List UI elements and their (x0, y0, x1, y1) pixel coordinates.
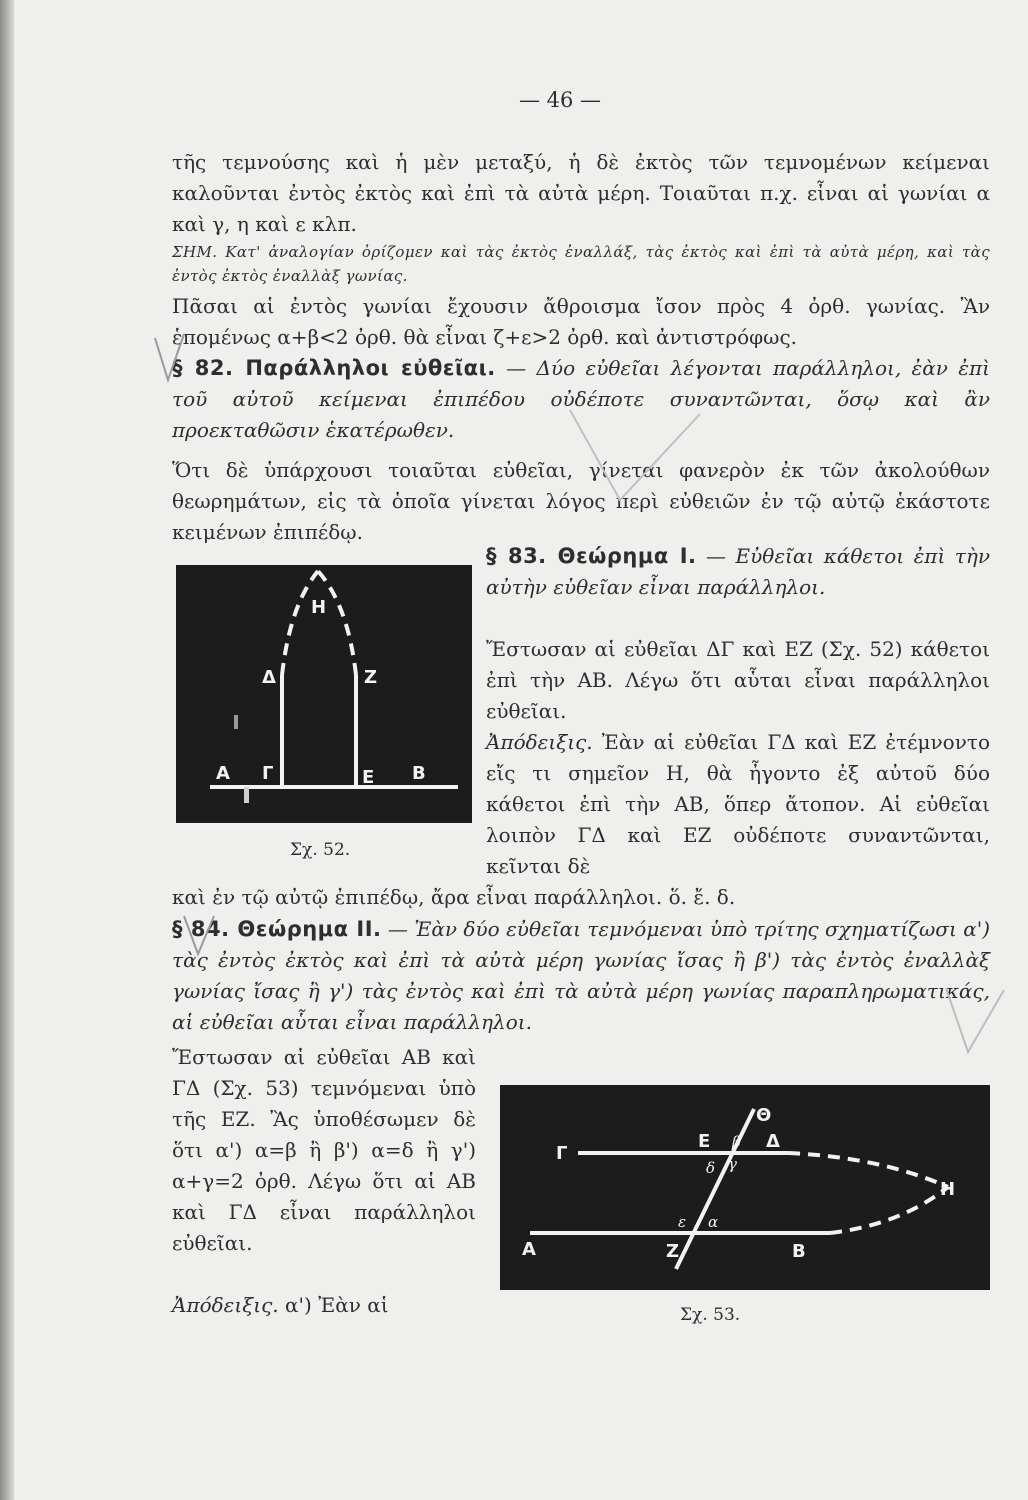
section-84-proof-text: α') Ἐὰν αἱ (285, 1293, 389, 1317)
section-82-definition: — Δύο εὐθεῖαι λέγονται παράλληλοι, ἐὰν ἐπὶ τοῦ αὐτοῦ κείμεναι ἐπιπέδου οὐδέποτε συναντῶνται, ὅσῳ καὶ ἂν προεκταθῶσιν ἑκατέρωθεν. (172, 356, 991, 442)
section-84 (172, 914, 990, 1038)
section-84-proof-label: Ἀπόδειξις. (172, 1293, 279, 1317)
fig53-label-G: Γ (556, 1143, 568, 1164)
pencil-mark-center (560, 400, 710, 510)
section-84-proof (172, 1290, 476, 1321)
fig53-label-E: Ε (698, 1131, 711, 1152)
paragraph-angles: τῆς τεμνούσης καὶ ἡ μὲν μεταξύ, ἡ δὲ ἐκτὸς τῶν τεμνομένων κείμεναι καλοῦνται ἐντὸς ἐκτὸς καὶ ἐπὶ τὰ αὐτὰ μέρη. Τοιαῦται π.χ. εἶναι αἱ γωνίαι α καὶ γ, η καὶ ε κλπ. (172, 150, 990, 236)
fig52-label-D: Δ (262, 667, 276, 688)
fig53-label-Th: Θ (756, 1105, 772, 1126)
fig52-label-B: Β (412, 763, 426, 784)
fig52-label-Z: Ζ (364, 667, 378, 688)
note: ΣΗΜ. Κατ' ἀναλογίαν ὁρίζομεν καὶ τὰς ἐκτὸς ἐναλλάξ, τὰς ἐκτὸς καὶ ἐπὶ τὰ αὐτὰ μέρη, καὶ τὰς ἐντὸς ἐκτὸς ἐναλλὰξ γωνίας. (172, 243, 990, 285)
fig53-label-Z: Ζ (666, 1241, 680, 1262)
section-83-heading: § 83. Θεώρημα I. (486, 544, 697, 568)
figure-53-caption: Σχ. 53. (680, 1305, 741, 1325)
fig52-label-A: Α (216, 763, 230, 784)
fig53-label-epsilon: ε (678, 1213, 687, 1231)
figure-53 (500, 1085, 990, 1290)
section-83-setup: Ἔστωσαν αἱ εὐθεῖαι ΔΓ καὶ ΕΖ (Σχ. 52) κάθετοι ἐπὶ τὴν ΑΒ. Λέγω ὅτι αὗται εἶναι παράλληλοι εὐθεῖαι. (486, 637, 990, 723)
fig53-label-gamma: γ (728, 1155, 737, 1173)
figure-52-drawing (176, 565, 472, 823)
fig53-label-A: Α (522, 1239, 536, 1260)
section-84-heading: § 84. Θεώρημα II. (172, 917, 382, 941)
fig53-label-delta: δ (706, 1159, 716, 1177)
section-84-statement: — Ἐὰν δύο εὐθεῖαι τεμνόμεναι ὑπὸ τρίτης σχηματίζωσι α') τὰς ἐντὸς ἐκτὸς καὶ ἐπὶ τὰ αὐτὰ μέρη γωνίας ἴσας ἢ β') τὰς ἐντὸς ἐναλλὰξ γωνίας ἴσας ἢ γ') τὰς ἐντὸς καὶ ἐπὶ τὰ αὐτὰ μέρη γωνίας παραπληρωματικάς, αἱ εὐθεῖαι αὗται εἶναι παράλληλοι. (172, 917, 991, 1034)
fig53-label-beta: β (732, 1133, 741, 1151)
section-83-statement: — Εὐθεῖαι κάθετοι ἐπὶ τὴν αὐτὴν εὐθεῖαν εἶναι παράλληλοι. (486, 544, 990, 599)
section-83-proof (486, 727, 990, 882)
paragraph-sum: Πᾶσαι αἱ ἐντὸς γωνίαι ἔχουσιν ἄθροισμα ἴσον πρὸς 4 ὀρθ. γωνίας. Ἂν ἑπομένως α+β<2 ὀρθ. θὰ εἶναι ζ+ε>2 ὀρθ. καὶ ἀντιστρόφως. (172, 294, 990, 349)
section-83-conclusion: καὶ ἐν τῷ αὐτῷ ἐπιπέδῳ, ἄρα εἶναι παράλληλοι. ὅ. ἔ. δ. (172, 885, 736, 909)
pencil-mark-right (940, 980, 1010, 1060)
fig52-label-H: Η (311, 597, 327, 618)
page-edge (0, 0, 14, 1500)
section-84-setup: Ἔστωσαν αἱ εὐθεῖαι ΑΒ καὶ ΓΔ (Σχ. 53) τεμνόμεναι ὑπὸ τῆς ΕΖ. Ἂς ὑποθέσωμεν δὲ ὅτι α') α=β ἢ β') α=δ ἢ γ') α+γ=2 ὀρθ. Λέγω ὅτι αἱ ΑΒ καὶ ΓΔ εἶναι παράλληλοι εὐθεῖαι. (172, 1045, 476, 1255)
section-83 (486, 541, 990, 603)
fig52-label-E: Ε (362, 767, 375, 788)
fig53-label-H: Η (940, 1179, 956, 1200)
figure-52 (176, 565, 472, 823)
pencil-mark-left (150, 330, 190, 390)
paragraph-existence: Ὅτι δὲ ὑπάρχουσι τοιαῦται εὐθεῖαι, γίνεται φανερὸν ἐκ τῶν ἀκολούθων θεωρημάτων, εἰς τὰ ὁποῖα γίνεται λόγος περὶ εὐθειῶν ἐν τῷ αὐτῷ ἑκάστοτε κειμένων ἐπιπέδῳ. (172, 458, 990, 544)
figure-53-drawing (500, 1085, 990, 1290)
page-number: — 46 — (518, 88, 602, 112)
fig52-label-G: Γ (262, 763, 274, 784)
section-82-heading: § 82. Παράλληλοι εὐθεῖαι. (172, 356, 496, 380)
pencil-mark-section-84 (180, 910, 220, 960)
fig53-label-alpha: α (708, 1213, 719, 1231)
fig53-label-B: Β (792, 1241, 806, 1262)
figure-52-caption: Σχ. 52. (290, 840, 351, 860)
section-83-proof-text: Ἐὰν αἱ εὐθεῖαι ΓΔ καὶ ΕΖ ἐτέμνοντο εἴς τι σημεῖον Η, θὰ ἦγοντο ἐξ αὐτοῦ δύο κάθετοι ἐπὶ τὴν ΑΒ, ὅπερ ἄτοπον. Αἱ εὐθεῖαι λοιπὸν ΓΔ καὶ ΕΖ οὐδέποτε συναντῶνται, κεῖνται δὲ (486, 730, 990, 878)
section-83-proof-label: Ἀπόδειξις. (486, 730, 593, 754)
fig53-label-D: Δ (766, 1131, 780, 1152)
